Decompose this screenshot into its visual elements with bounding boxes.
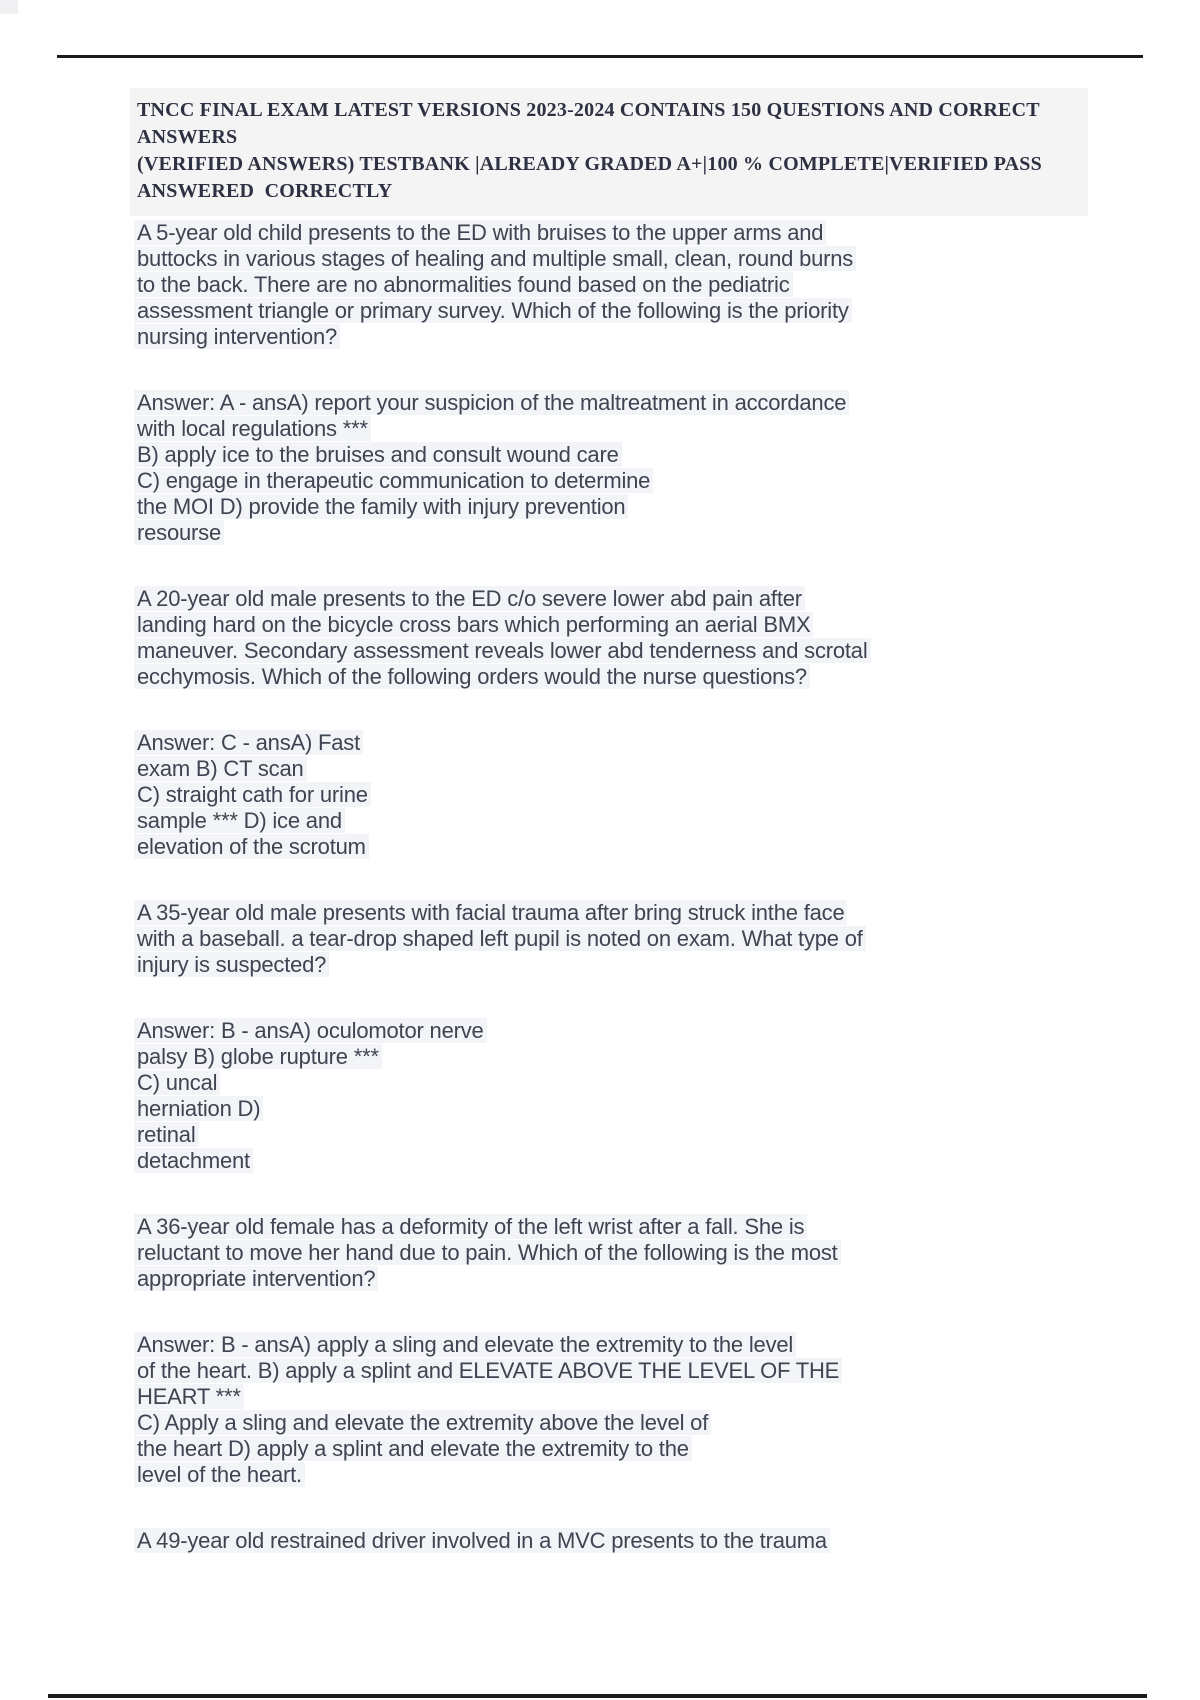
document-title-line-3: ANSWERED CORRECTLY [137,180,393,202]
answer-block [137,730,1117,860]
text-line: assessment triangle or primary survey. Which of the following is the priority [137,298,849,323]
document-title-line-2: (VERIFIED ANSWERS) TESTBANK |ALREADY GRADED A+|100 % COMPLETE|VERIFIED PASS [137,153,1042,175]
text-line: A 36-year old female has a deformity of the left wrist after a fall. She is [137,1214,805,1239]
text-line: of the heart. B) apply a splint and ELEVATE ABOVE THE LEVEL OF THE [137,1358,840,1383]
document-title-line-1: TNCC FINAL EXAM LATEST VERSIONS 2023-2024 CONTAINS 150 QUESTIONS AND CORRECT ANSWERS [137,99,1044,148]
question-block [137,586,1117,690]
text-line: with local regulations *** [137,416,368,441]
question-block [137,1214,1117,1292]
top-horizontal-rule [57,55,1143,58]
question-block [137,220,1117,350]
page-corner-artifact [0,0,18,14]
text-line: A 20-year old male presents to the ED c/o severe lower abd pain after [137,586,802,611]
text-line: A 35-year old male presents with facial trauma after bring struck inthe face [137,900,845,925]
question-block [137,900,1117,978]
text-line: buttocks in various stages of healing and multiple small, clean, round burns [137,246,854,271]
text-line: landing hard on the bicycle cross bars which performing an aerial BMX [137,612,811,637]
text-line: herniation D) [137,1096,261,1121]
question-block [137,1528,1117,1554]
text-line: maneuver. Secondary assessment reveals lower abd tenderness and scrotal [137,638,868,663]
text-line: B) apply ice to the bruises and consult wound care [137,442,619,467]
text-line: detachment [137,1148,250,1173]
answer-block [137,390,1117,546]
answer-block [137,1332,1117,1488]
text-line: Answer: C - ansA) Fast [137,730,360,755]
document-title-block [130,88,1088,216]
text-line: to the back. There are no abnormalities found based on the pediatric [137,272,790,297]
text-line: HEART *** [137,1384,241,1409]
text-line: nursing intervention? [137,324,338,349]
text-line: A 49-year old restrained driver involved in a MVC presents to the trauma [137,1528,827,1553]
text-line: palsy B) globe rupture *** [137,1044,379,1069]
bottom-horizontal-rule [48,1694,1147,1698]
text-line: injury is suspected? [137,952,327,977]
answer-block [137,1018,1117,1174]
text-line: the MOI D) provide the family with injury prevention [137,494,626,519]
text-line: C) Apply a sling and elevate the extremity above the level of [137,1410,709,1435]
text-line: Answer: B - ansA) oculomotor nerve [137,1018,484,1043]
text-line: ecchymosis. Which of the following orders would the nurse questions? [137,664,807,689]
text-line: C) uncal [137,1070,218,1095]
text-line: retinal [137,1122,196,1147]
text-line: with a baseball. a tear-drop shaped left pupil is noted on exam. What type of [137,926,863,951]
text-line: Answer: B - ansA) apply a sling and elevate the extremity to the level [137,1332,794,1357]
text-line: C) straight cath for urine [137,782,368,807]
text-line: the heart D) apply a splint and elevate the extremity to the [137,1436,689,1461]
text-line: A 5-year old child presents to the ED with bruises to the upper arms and [137,220,824,245]
text-line: resourse [137,520,221,545]
text-line: level of the heart. [137,1462,302,1487]
text-line: C) engage in therapeutic communication to determine [137,468,651,493]
text-line: elevation of the scrotum [137,834,366,859]
text-line: reluctant to move her hand due to pain. Which of the following is the most [137,1240,838,1265]
text-line: sample *** D) ice and [137,808,342,833]
text-line: Answer: A - ansA) report your suspicion of the maltreatment in accordance [137,390,847,415]
text-line: appropriate intervention? [137,1266,376,1291]
text-line: exam B) CT scan [137,756,304,781]
content-blocks [137,220,1117,1554]
